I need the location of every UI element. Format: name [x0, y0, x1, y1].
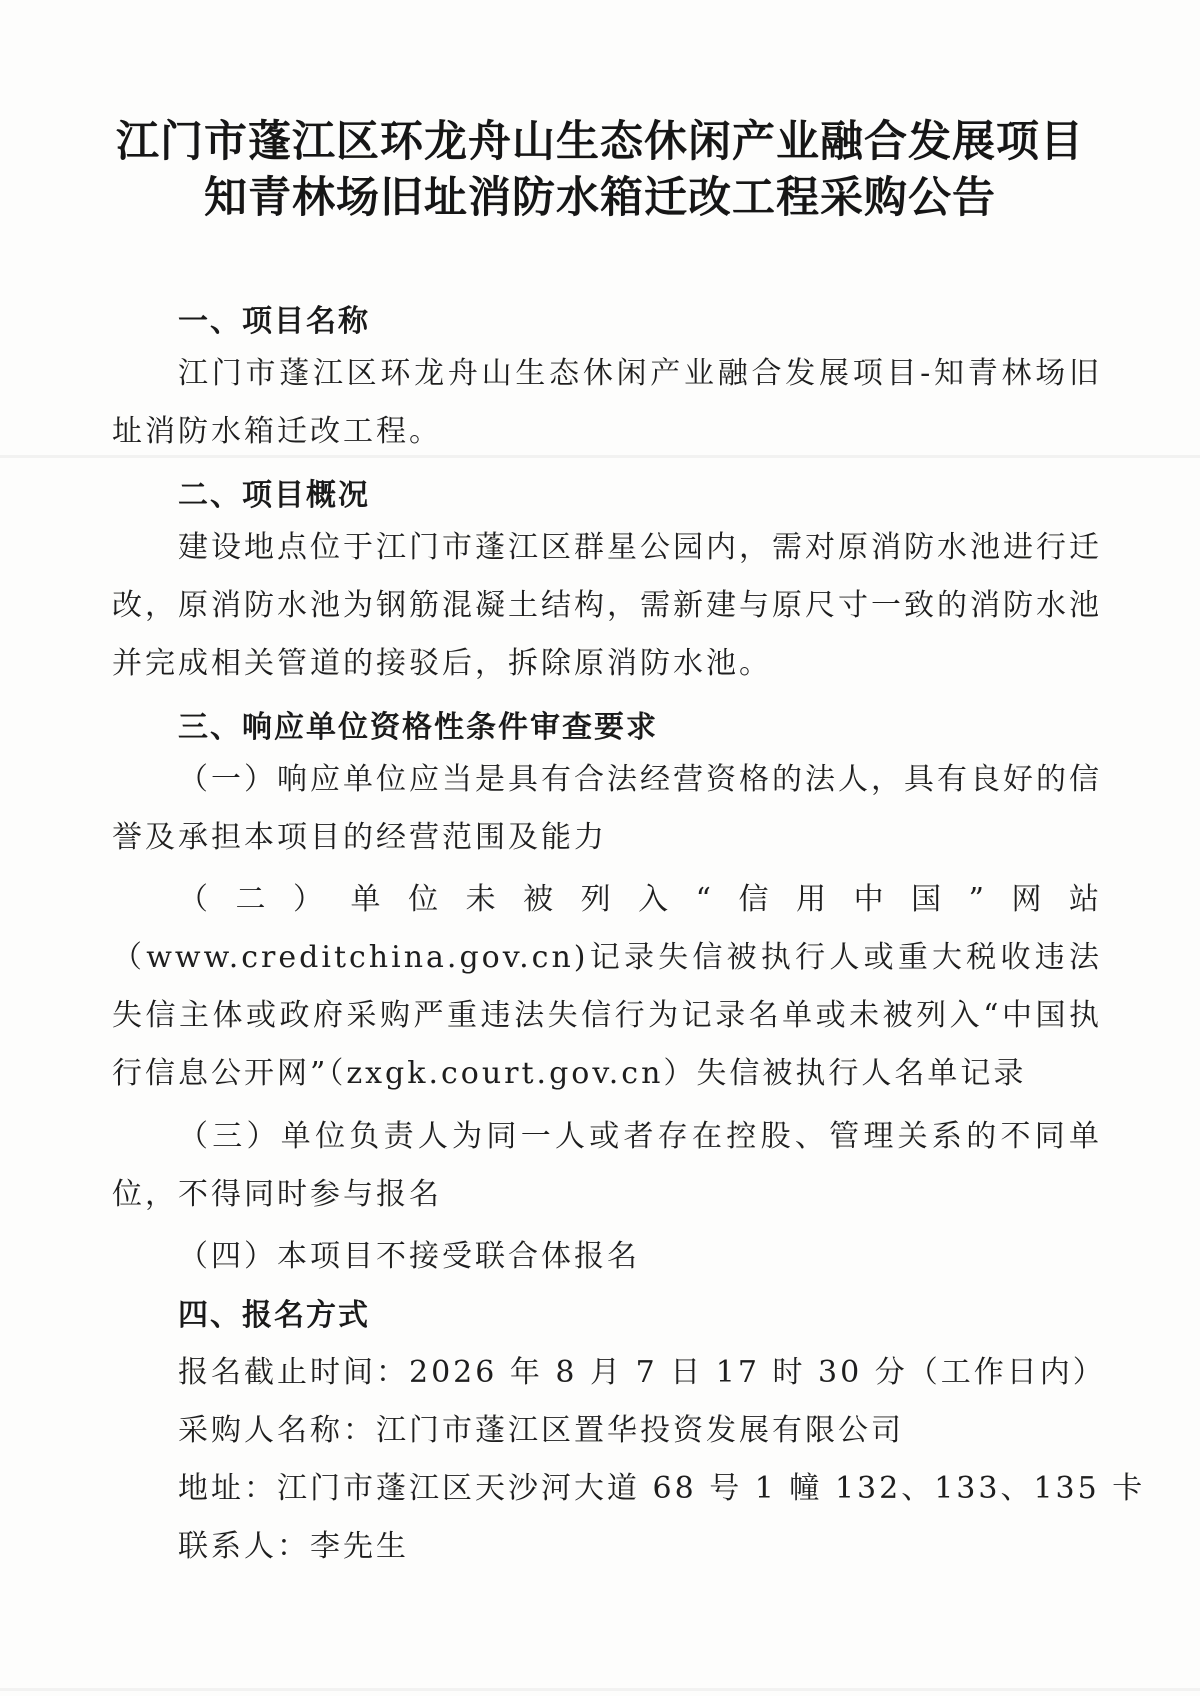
- section-heading-qualification-requirements: 三、响应单位资格性条件审查要求: [178, 710, 658, 745]
- purchaser-name: 采购人名称：江门市蓬江区置华投资发展有限公司: [178, 1413, 904, 1448]
- document-title-line-2: 知青林场旧址消防水箱迁改工程采购公告: [204, 173, 996, 223]
- requirement-item-1: （一）响应单位应当是具有合法经营资格的法人，具有良好的信誉及承担本项目的经营范围及能力: [112, 762, 1102, 855]
- requirement-item-3: （三）单位负责人为同一人或者存在控股、管理关系的不同单位，不得同时参与报名: [112, 1119, 1102, 1212]
- contact-person: 联系人：李先生: [178, 1529, 409, 1564]
- requirement-item-4: （四）本项目不接受联合体报名: [178, 1239, 640, 1274]
- scan-artifact: [0, 1688, 1200, 1691]
- project-name-paragraph: 江门市蓬江区环龙舟山生态休闲产业融合发展项目-知青林场旧址消防水箱迁改工程。: [112, 356, 1102, 449]
- document-title-line-1: 江门市蓬江区环龙舟山生态休闲产业融合发展项目: [116, 117, 1084, 167]
- section-heading-project-overview: 二、项目概况: [178, 478, 370, 513]
- section-heading-project-name: 一、项目名称: [178, 304, 370, 339]
- section-heading-registration-method: 四、报名方式: [178, 1298, 370, 1333]
- purchaser-address: 地址：江门市蓬江区天沙河大道 68 号 1 幢 132、133、135 卡: [178, 1471, 1146, 1506]
- project-overview-paragraph: 建设地点位于江门市蓬江区群星公园内，需对原消防水池进行迁改，原消防水池为钢筋混凝土结构，需新建与原尺寸一致的消防水池并完成相关管道的接驳后，拆除原消防水池。: [112, 530, 1102, 681]
- registration-deadline: 报名截止时间：2026 年 8 月 7 日 17 时 30 分（工作日内）: [178, 1355, 1106, 1390]
- requirement-item-2: （二）单位未被列入“信用中国”网站（www.creditchina.gov.cn)记录失信被执行人或重大税收违法失信主体或政府采购严重违法失信行为记录名单或未被列入“中国执行信息公开网”（zxgk.court.gov.cn）失信被执行人名单记录: [112, 882, 1102, 1091]
